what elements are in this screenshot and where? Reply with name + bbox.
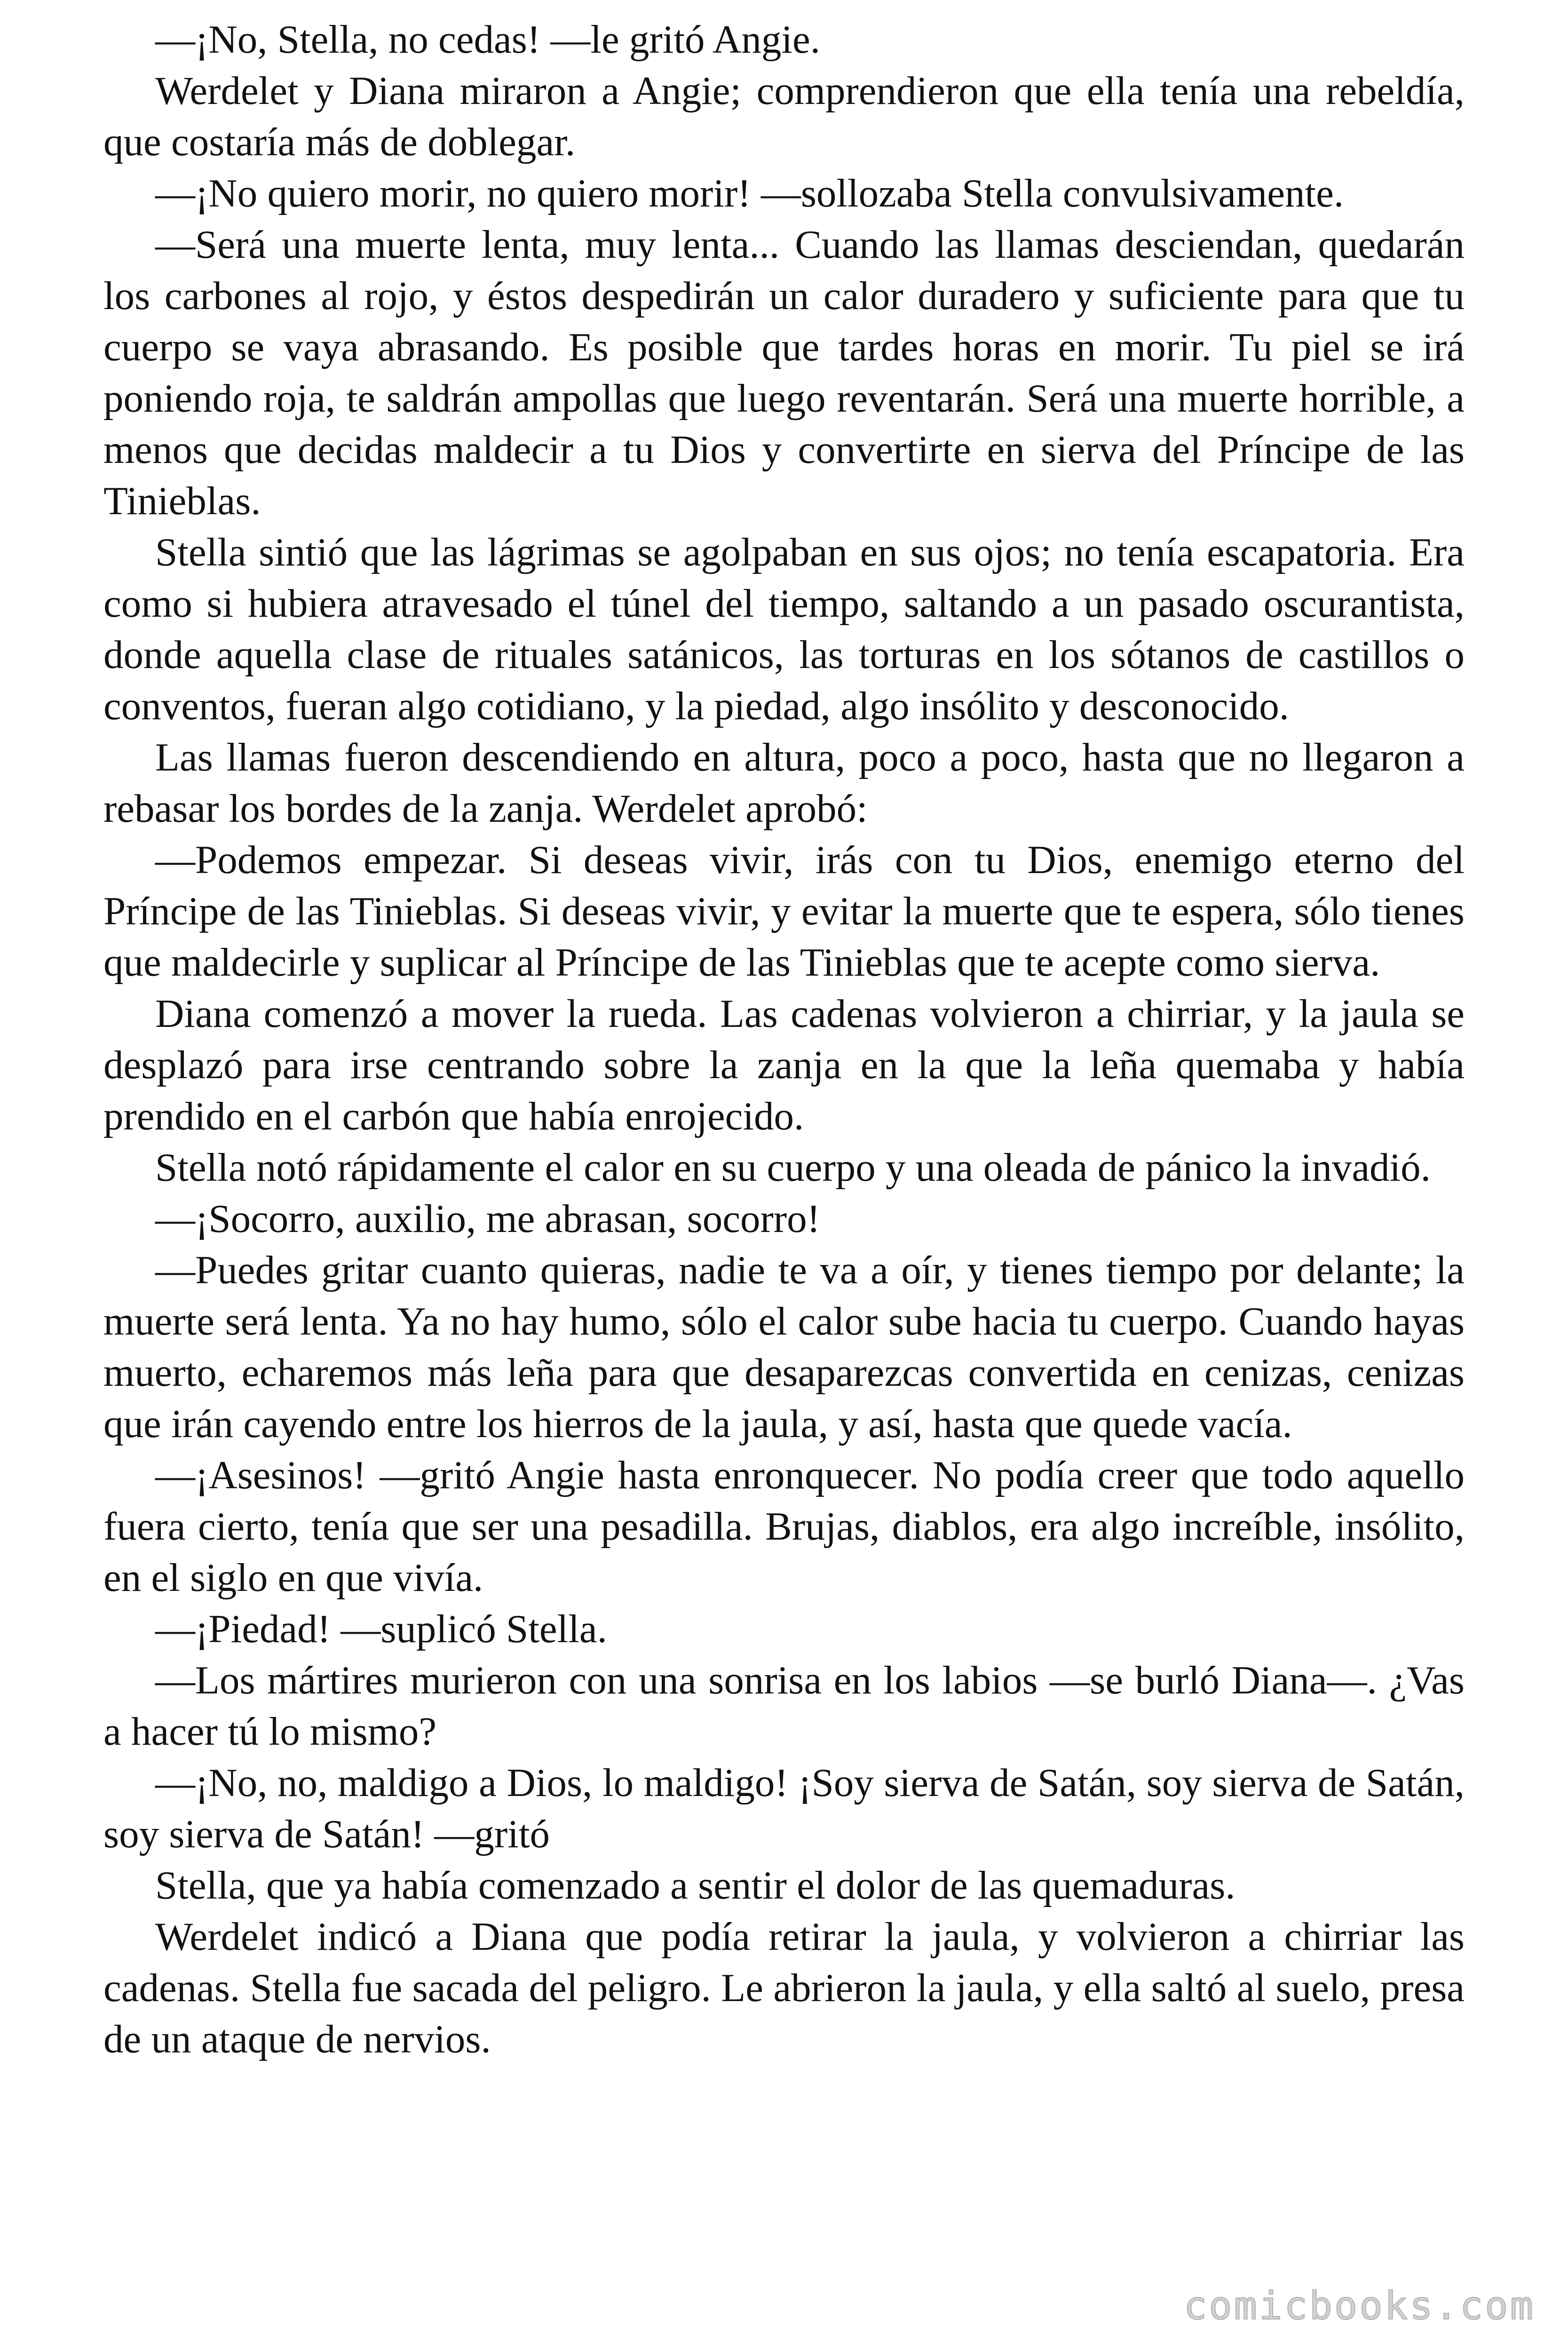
page-body: [103, 14, 1465, 2065]
paragraph: —¡No, Stella, no cedas! —le gritó Angie.: [155, 17, 820, 62]
paragraph: —¡No, no, maldigo a Dios, lo maldigo! ¡Soy sierva de Satán, soy sierva de Satán, soy sierva de Satán! —gritó: [103, 1761, 1465, 1856]
paragraph: —Los mártires murieron con una sonrisa en los labios —se burló Diana—. ¿Vas a hacer tú lo mismo?: [103, 1658, 1465, 1754]
paragraph: Stella sintió que las lágrimas se agolpaban en sus ojos; no tenía escapatoria. Era como si hubiera atravesado el túnel del tiempo, saltando a un pasado oscurantista, donde aquella clase de rituales satánicos, las torturas en los sótanos de castillos o conventos, fueran algo cotidiano, y la piedad, algo insólito y desconocido.: [103, 530, 1465, 728]
watermark: comicbooks.com: [1183, 2284, 1535, 2328]
paragraph: Las llamas fueron descendiendo en altura, poco a poco, hasta que no llegaron a rebasar los bordes de la zanja. Werdelet aprobó:: [103, 735, 1465, 831]
paragraph: —¡Socorro, auxilio, me abrasan, socorro!: [155, 1197, 820, 1241]
paragraph: —Podemos empezar. Si deseas vivir, irás con tu Dios, enemigo eterno del Príncipe de las Tinieblas. Si deseas vivir, y evitar la muerte que te espera, sólo tienes que maldecirle y suplicar al Príncipe de las Tinieblas que te acepte como sierva.: [103, 838, 1465, 985]
paragraph: Werdelet indicó a Diana que podía retirar la jaula, y volvieron a chirriar las cadenas. Stella fue sacada del peligro. Le abrieron la jaula, y ella saltó al suelo, presa de un ataque de nervios.: [103, 1915, 1465, 2061]
paragraph: —¡Piedad! —suplicó Stella.: [155, 1607, 607, 1651]
paragraph: Stella notó rápidamente el calor en su cuerpo y una oleada de pánico la invadió.: [155, 1145, 1431, 1190]
paragraph: —Puedes gritar cuanto quieras, nadie te va a oír, y tienes tiempo por delante; la muerte será lenta. Ya no hay humo, sólo el calor sube hacia tu cuerpo. Cuando hayas muerto, echaremos más leña para que desaparezcas convertida en cenizas, cenizas que irán cayendo entre los hierros de la jaula, y así, hasta que quede vacía.: [103, 1248, 1465, 1446]
paragraph: —Será una muerte lenta, muy lenta... Cuando las llamas desciendan, quedarán los carbones al rojo, y éstos despedirán un calor duradero y suficiente para que tu cuerpo se vaya abrasando. Es posible que tardes horas en morir. Tu piel se irá poniendo roja, te saldrán ampollas que luego reventarán. Será una muerte horrible, a menos que decidas maldecir a tu Dios y convertirte en sierva del Príncipe de las Tinieblas.: [103, 222, 1465, 523]
paragraph: —¡Asesinos! —gritó Angie hasta enronquecer. No podía creer que todo aquello fuera cierto, tenía que ser una pesadilla. Brujas, diablos, era algo increíble, insólito, en el siglo en que vivía.: [103, 1453, 1465, 1600]
paragraph: —¡No quiero morir, no quiero morir! —sollozaba Stella convulsivamente.: [155, 171, 1344, 215]
paragraph: Stella, que ya había comenzado a sentir el dolor de las quemaduras.: [155, 1863, 1235, 1907]
paragraph: Werdelet y Diana miraron a Angie; comprendieron que ella tenía una rebeldía, que costaría más de doblegar.: [103, 69, 1465, 164]
paragraph: Diana comenzó a mover la rueda. Las cadenas volvieron a chirriar, y la jaula se desplazó para irse centrando sobre la zanja en la que la leña quemaba y había prendido en el carbón que había enrojecido.: [103, 992, 1465, 1138]
